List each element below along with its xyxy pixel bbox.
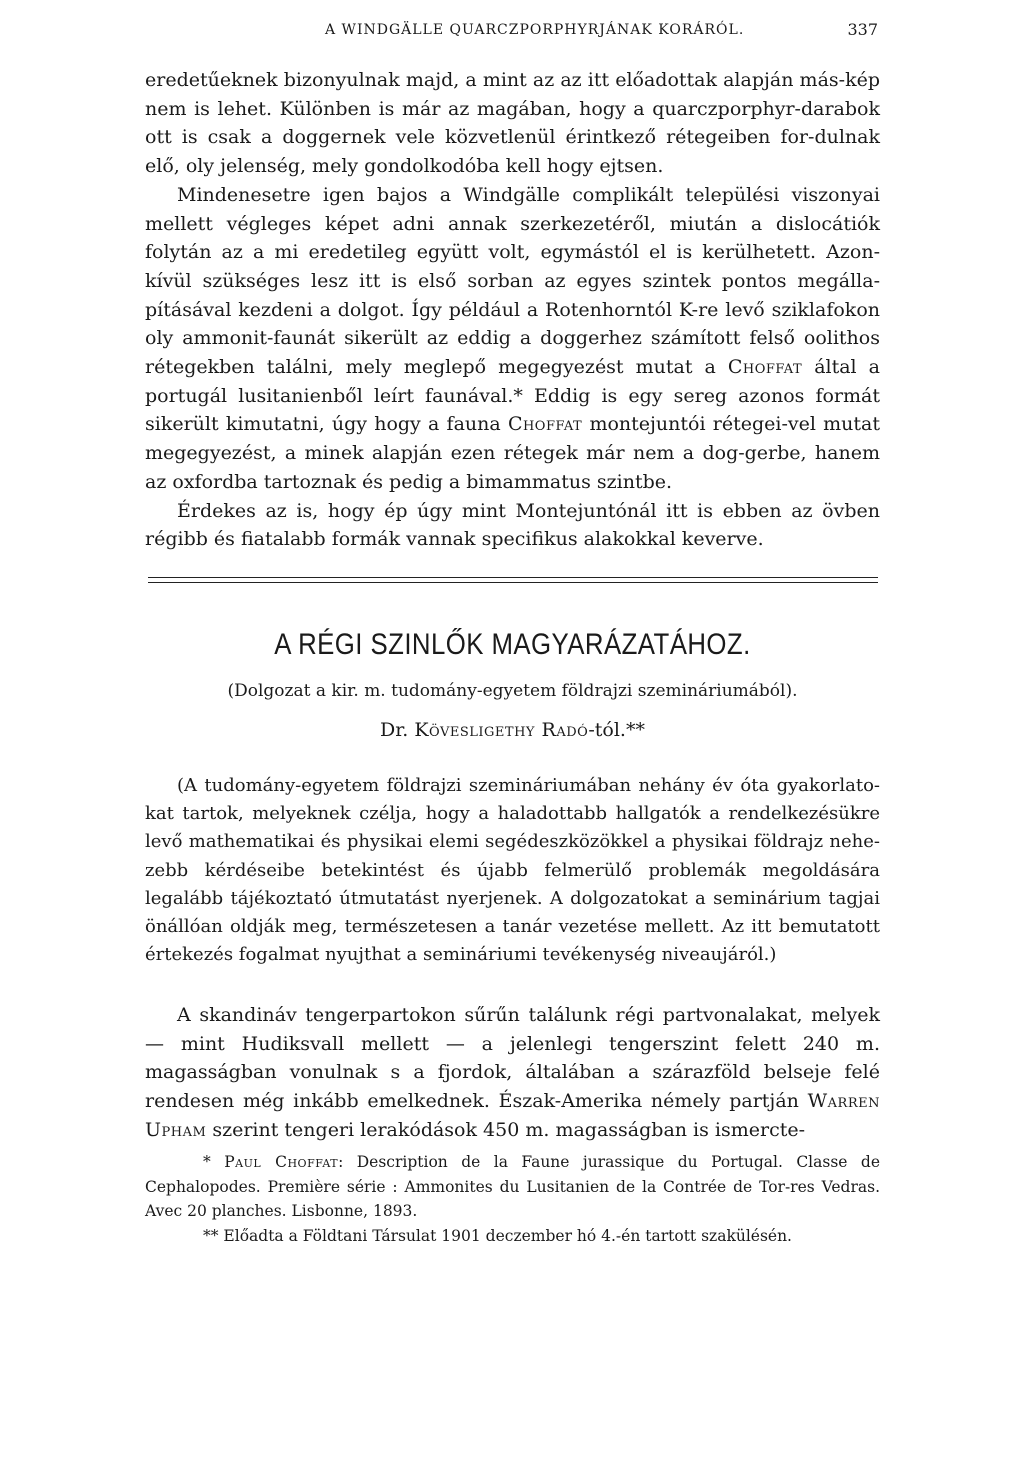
previous-article-conclusion [145,66,880,554]
author-name: Kövesligethy Radó [414,719,589,741]
text-run: által a portugál lusitanienből leírt faunával.* Eddig is egy sereg azonos formát sikerült kimutatni, úgy hogy a fauna [145,356,880,436]
footnote-marker: * [203,1153,225,1171]
footnote: ** Előadta a Földtani Társulat 1901 deczember hó 4.-én tartott szakülésén. [203,1226,792,1245]
article-body [145,1001,880,1145]
author-name: Choffat [727,356,803,379]
footnote [145,1150,880,1224]
paragraph: (A tudomány-egyetem földrajzi szemináriumában nehány év óta gyakorlato-kat tartok, melyeknek czélja, hogy a haladottabb hallgatók a rendelkezésükre levő mathematikai és physikai elemi segédeszközökkel a physikai földrajz nehe-zebb kérdéseibe betekintést és újabb felmerülő problemák megoldására legalább tájékoztató útmutatást nyerjenek. A dolgozatokat a seminárium tagjai önállóan oldják meg, természetesen a tanár vezetése mellett. Az itt bemutatott értekezés fogalmat nyujthat a semináriumi tevékenység niveaujáról.) [145,775,880,966]
paragraph [145,181,880,497]
author-prefix: Dr. [380,719,415,741]
author-name: Choffat [507,413,583,436]
paragraph: Érdekes az is, hogy ép úgy mint Montejuntónál itt is ebben az övben régibb és fiatalabb formák vannak specifikus alakokkal keverve. [145,499,880,551]
article-title: A RÉGI SZINLŐK MAGYARÁZATÁHOZ. [274,628,751,661]
page-number: 337 [847,20,878,39]
footnote-text: : Description de la Faune jurassique du Portugal. Classe de Cephalopodes. Première série : Ammonites du Lusitanien de la Contrée de Tor-res Vedras. Avec 20 planches. Lisbonne, 1893. [145,1153,880,1220]
author-name: Warren Upham [145,1090,880,1141]
section-divider [148,577,878,578]
text-run: szerint tengeri lerakódások 450 m. magasságban is ismercte- [206,1118,806,1141]
paragraph: eredetűeknek bizonyulnak majd, a mint az az itt előadottak alapján más-kép nem is lehet. Különben is már az magában, hogy a quarczporphyr-darabok ott is csak a doggernek vele közvetlenül érintkező rétegeiben for-dulnak elő, oly jelenség, mely gondolkodóba kell hogy ejtsen. [145,69,880,178]
text-run: montejuntói rétegei-vel mutat megegyezést, a minek alapján ezen rétegek már nem a dog-gerbe, hanem az oxfordba tartoznak és pedig a bimammatus szintbe. [145,413,880,493]
text-run: Mindenesetre igen bajos a Windgälle complikált települési viszonyai mellett végleges képet adni annak szerkezetéről, miután a dislocátiók folytán az a mi eredetileg együtt volt, egymástól el is kerülhetett. Azon-kívül szükséges lesz itt is első sorban az egyes szintek pontos megálla-pításával kezdeni a dolgot. Így például a Rotenhorntól K-re levő sziklafokon oly ammonit-faunát sikerült az eddig a doggerhez számított felső oolithos rétegekben találni, mely meglepő megegyezést mutat a [145,183,880,379]
text-run: A skandináv tengerpartokon sűrűn találunk régi partvonalakat, melyek — mint Hudiksvall mellett — a jelenlegi tengerszint felett 240 m. magasságban vonulnak s a fjordok, általában a szárazföld belseje felé rendesen még inkább emelkednek. Észak-Amerika némely partján [145,1004,880,1113]
article-author [145,719,880,741]
author-name: Paul Choffat [224,1153,339,1171]
running-header [145,18,880,48]
article-subtitle: (Dolgozat a kir. m. tudomány-egyetem földrajzi szemináriumából). [227,681,798,701]
author-suffix: -tól.** [588,719,645,741]
editor-note [145,772,880,969]
paragraph [145,1001,880,1145]
footnotes [145,1150,880,1248]
running-title: A WINDGÄLLE QUARCZPORPHYRJÁNAK KORÁRÓL. [325,22,745,38]
section-divider [148,582,878,583]
